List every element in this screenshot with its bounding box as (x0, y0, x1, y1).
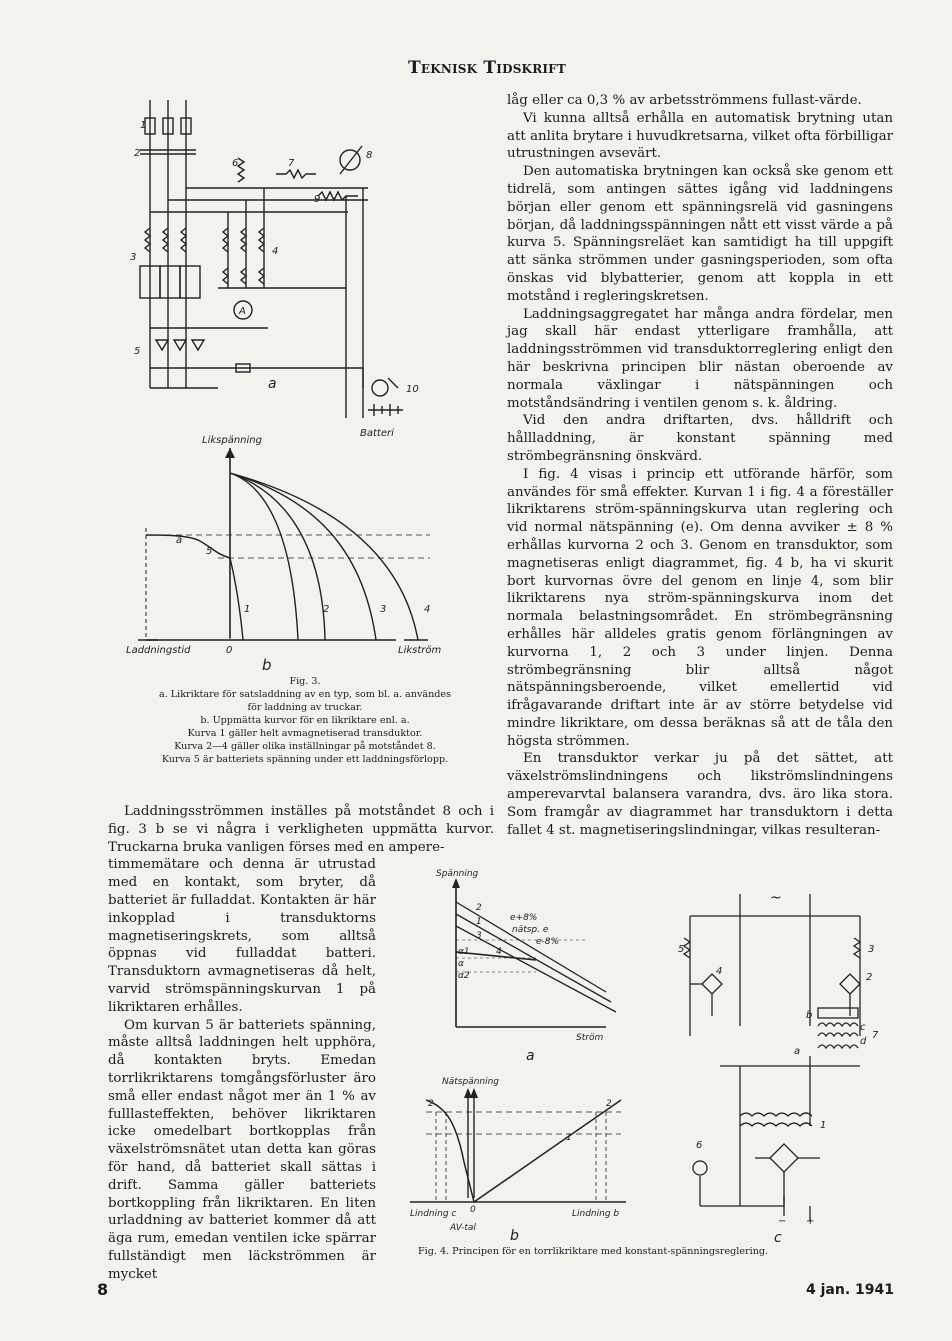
fig4b-label: 2 (606, 1099, 612, 1109)
fig4a-x-axis: Ström (576, 1033, 604, 1043)
fig4c-label: d (860, 1036, 867, 1047)
fig4c-label: 6 (696, 1140, 703, 1151)
fig4c-label: a (794, 1046, 801, 1057)
circuit-label: 7 (288, 158, 295, 169)
x-axis-label-left: Laddningstid (126, 645, 191, 656)
battery-label: Batteri (360, 428, 394, 439)
caption-line: a. Likriktare för satsladdning av en typ, som bl. a. användes (158, 689, 452, 700)
x-axis-label-right: Likström (398, 645, 442, 656)
caption-line: för laddning av truckar. (247, 702, 363, 713)
ac-symbol: ~ (770, 890, 782, 906)
fig4a-curve-label: 3 (476, 931, 482, 941)
fig4b-label: 2 (428, 1099, 434, 1109)
fig4b-x-axis: AV-tal (450, 1223, 476, 1233)
curve-label: 3 (380, 604, 387, 615)
origin-label: 0 (226, 645, 233, 656)
right-column-text (507, 92, 893, 839)
fig4c-label: 5 (678, 944, 685, 955)
caption-line: Kurva 1 gäller helt avmagnetiserad transduktor. (187, 728, 423, 739)
fig4a-curve-label: 4 (496, 947, 502, 957)
fig3-caption (100, 675, 510, 766)
fig4c-figure (660, 876, 895, 1246)
circuit-label: 4 (272, 246, 279, 257)
paragraph: Den automatiska brytningen kan också ske genom ett tidrelä, som antingen sättes igång vid laddningens början eller genom ett spänningsrelä vid gasningens början, då laddningsspänningen nått ett visst värde a på kurva 5. Spänningsreläet kan samtidigt ha till uppgift att sänka strömmen under gasningsperioden, som ofta önskas vid blybatterier, genom att koppla in ett motstånd i regleringskretsen. (507, 164, 893, 304)
fig3-figure (118, 88, 448, 673)
minus-sign: − (778, 1216, 787, 1227)
fig4c-label: b (806, 1010, 813, 1021)
fig4b-label: 1 (566, 1133, 572, 1143)
circuit-label: 10 (406, 384, 419, 395)
paragraph: Vid den andra driftarten, dvs. hålldrift och hållladdning, är konstant spänning med strömbegränsning önskvärd. (507, 413, 893, 464)
fig4a-point: α (458, 959, 464, 969)
paragraph: timmemätare och denna är utrustad med en kontakt, som bryter, då batteriet är fulladdat. Kontakten är här inkopplad i transduktorns magnetiseringskrets, som alltså öppnas vid fulladdat batteri. Transduktorn avmagnetiseras då helt, varvid strömspänningskurvan 1 på likriktaren erhålles. (108, 857, 376, 1015)
fig4-caption: Fig. 4. Principen för en torrlikriktare med konstant-spänningsreglering. (418, 1246, 769, 1257)
caption-line: Kurva 5 är batteriets spänning under ett laddningsförlopp. (161, 754, 449, 765)
caption-line: Fig. 3. (289, 676, 321, 687)
fig4a-point: α1 (458, 947, 470, 957)
circuit-label: 3 (130, 252, 137, 263)
fig4c-label: 3 (868, 944, 875, 955)
curve-label: 2 (323, 604, 330, 615)
fig4b-right-label: Lindning b (572, 1209, 620, 1219)
fig4b-origin: 0 (470, 1205, 476, 1215)
fig4c-label: 2 (866, 972, 873, 983)
issue-date: 4 jan. 1941 (806, 1282, 894, 1298)
fig4a-label: nätsp. e (512, 925, 549, 935)
fig4a-y-axis: Spänning (436, 869, 479, 879)
paragraph: I fig. 4 visas i princip ett utförande härför, som användes för små effekter. Kurvan 1 i fig. 4 a föreställer likriktarens ström-spänningskurva utan reglering och vid normal nätspänning (e). Om denna avviker ± 8 % erhållas kurvorna 2 och 3. Genom en transduktor, som magnetiseras enligt diagrammet, fig. 4 b, ha vi skurit bort kurvornas övre del genom en linje 4, som blir likriktarens nya ström-spänningskurva inom det normala belastningsområdet. En strömbegränsning erhålles här alldeles gratis genom förlängningen av kurvorna 1, 2 och 3 under linjen. Denna strömbegränsning blir alltså något nätspänningsberoende, vilket emellertid vid ifrågavarande driftart inte är av större betydelse vid mindre likriktare, om dessa beräknas så att de tåla den högsta strömmen. (507, 466, 893, 749)
paragraph: Vi kunna alltså erhålla en automatisk brytning utan att anlita brytare i huvudkretsarna, vilket ofta förbilligar utrustningen avsevärt. (507, 110, 893, 162)
circuit-label: 8 (366, 150, 373, 161)
point-label: a (176, 535, 183, 546)
fig4-sublabel-c: c (774, 1230, 782, 1246)
fig4c-label: 1 (820, 1120, 827, 1131)
page-number: 8 (97, 1280, 109, 1299)
fig4c-label: 4 (716, 966, 723, 977)
curve-label: 4 (424, 604, 431, 615)
paragraph: Laddningsaggregatet har många andra fördelar, men jag skall här endast ytterligare framhålla, att laddningsströmmen vid transduktorreglering enligt den här beskrivna principen blir nästan oberoende av normala växlingar i nätspänningen och motståndsändring i ventilen genom s. k. åldring. (507, 306, 893, 411)
fig4a-point: α2 (458, 971, 470, 981)
fig4ab-figure (406, 862, 651, 1242)
circuit-label: 1 (140, 120, 147, 131)
fig4a-curve-label: 2 (476, 903, 482, 913)
fig4b-y-axis: Nätspänning (442, 1077, 500, 1087)
curve-label: 1 (244, 604, 251, 615)
circuit-label: A (239, 306, 246, 317)
paragraph: Om kurvan 5 är batteriets spänning, måste alltså laddningen helt upphöra, då kontakten bryts. Emedan torrlikriktarens tomgångsförluster äro små eller endast något mer än 1 % av fulllasteffekten, behöver likriktaren icke omedelbart bortkopplas från växelströmsnätet utan detta kan göras för hand, då batteriet skall sättas i drift. Samma gäller batteriets bortkoppling från likriktaren. En liten urladdning av batteriet kommer då att äga rum, emedan ventilen icke spärrar fullständigt men läckströmmen är mycket (108, 1017, 376, 1282)
paragraph: En transduktor verkar ju på det sättet, att växelströmslindningens och likströmslindningens amperevarvtal balansera varandra, dvs. äro lika stora. Som framgår av diagrammet har transduktorn i detta fallet 4 st. magnetiseringslindningar, vilkas resulteran- (507, 751, 893, 838)
fig4a-curve-label: 1 (476, 917, 482, 927)
y-axis-label: Likspänning (202, 435, 262, 446)
circuit-label: 5 (134, 346, 141, 357)
fig4-sublabel-a: a (526, 1048, 535, 1064)
circuit-label: 6 (232, 158, 239, 169)
journal-header: Teknisk Tidskrift (408, 58, 567, 78)
caption-line: b. Uppmätta kurvor för en likriktare enl. a. (200, 715, 410, 726)
fig4c-label: 7 (872, 1030, 879, 1041)
fig4a-label: e-8% (536, 937, 560, 947)
circuit-label: 9 (314, 194, 321, 205)
plus-sign: + (806, 1216, 815, 1227)
fig4a-label: e+8% (510, 913, 538, 923)
fig4c-label: c (860, 1022, 866, 1033)
caption-line: Kurva 2—4 gäller olika inställningar på motståndet 8. (174, 741, 436, 752)
paragraph: låg eller ca 0,3 % av arbetsströmmens fullast-värde. (507, 93, 862, 108)
fig4-sublabel-b: b (510, 1228, 519, 1242)
fig4b-left-label: Lindning c (410, 1209, 457, 1219)
circuit-label: 2 (134, 148, 141, 159)
fig3-sublabel-b: b (262, 656, 272, 673)
fig3-sublabel-a: a (268, 376, 277, 392)
curve-label: 5 (206, 546, 213, 557)
paragraph: Laddningsströmmen inställes på motståndet 8 och i fig. 3 b se vi några i verkligheten uppmätta kurvor. Truckarna bruka vanligen förses med en ampere- (108, 804, 494, 855)
